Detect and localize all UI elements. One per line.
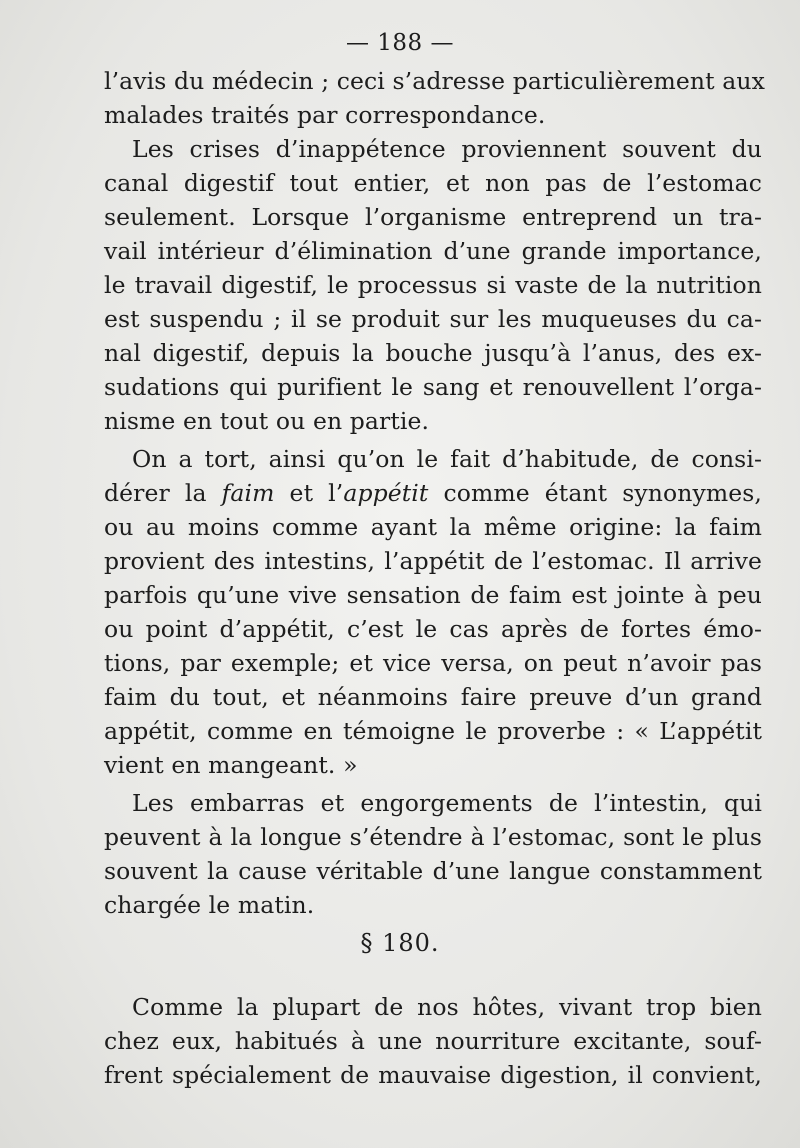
text-line: tions, par exemple; et vice versa, on peut n’avoir pas bbox=[104, 649, 762, 677]
text-line: malades traités par correspondance. bbox=[104, 101, 546, 129]
text-line: ou au moins comme ayant la même origine: la faim bbox=[104, 513, 762, 541]
text-line: vail intérieur d’élimination d’une grande importance, bbox=[104, 237, 762, 265]
text-line: appétit, comme en témoigne le proverbe : « L’appétit bbox=[104, 717, 762, 745]
text-line: nisme en tout ou en partie. bbox=[104, 407, 430, 435]
text-line: Les embarras et engorgements de l’intestin, qui bbox=[132, 789, 762, 817]
text-line: seulement. Lorsque l’organisme entreprend un tra- bbox=[104, 203, 762, 231]
text-line: chez eux, habitués à une nourriture excitante, souf- bbox=[104, 1027, 762, 1055]
text-line: provient des intestins, l’appétit de l’estomac. Il arrive bbox=[104, 547, 762, 575]
text-line: chargée le matin. bbox=[104, 891, 315, 919]
text-line: Comme la plupart de nos hôtes, vivant trop bien bbox=[132, 993, 762, 1021]
text-line: souvent la cause véritable d’une langue constamment bbox=[104, 857, 762, 885]
text-line: canal digestif tout entier, et non pas de l’estomac bbox=[104, 169, 762, 197]
text-line: parfois qu’une vive sensation de faim est jointe à peu bbox=[104, 581, 762, 609]
text-line: nal digestif, depuis la bouche jusqu’à l’anus, des ex- bbox=[104, 339, 762, 367]
text-line: frent spécialement de mauvaise digestion, il convient, bbox=[104, 1061, 762, 1089]
italic-word-appetit: appétit bbox=[343, 479, 429, 507]
page-number: — 188 — bbox=[345, 30, 455, 56]
section-heading: § 180. bbox=[360, 929, 440, 957]
text-line: faim du tout, et néanmoins faire preuve d’un grand bbox=[104, 683, 762, 711]
text-line: Les crises d’inappétence proviennent souvent du bbox=[132, 135, 762, 163]
text-line: est suspendu ; il se produit sur les muqueuses du ca- bbox=[104, 305, 762, 333]
text-segment: et l’ bbox=[274, 479, 344, 507]
text-line: On a tort, ainsi qu’on le fait d’habitude, de consi- bbox=[132, 445, 762, 473]
text-line: peuvent à la longue s’étendre à l’estomac, sont le plus bbox=[104, 823, 762, 851]
text-segment: comme étant synonymes, bbox=[428, 479, 762, 507]
text-line-with-italics bbox=[104, 476, 762, 510]
text-line: ou point d’appétit, c’est le cas après de fortes émo- bbox=[104, 615, 762, 643]
italic-word-faim: faim bbox=[221, 479, 275, 507]
text-line: le travail digestif, le processus si vaste de la nutrition bbox=[104, 271, 762, 299]
text-segment: dérer la bbox=[104, 479, 222, 507]
text-line: l’avis du médecin ; ceci s’adresse particulièrement aux bbox=[104, 67, 765, 95]
text-line: vient en mangeant. » bbox=[104, 751, 358, 779]
text-line: sudations qui purifient le sang et renouvellent l’orga- bbox=[104, 373, 762, 401]
